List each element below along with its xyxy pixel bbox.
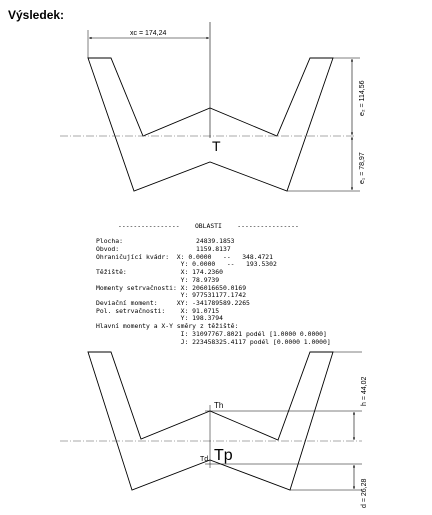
report-line: J: 223458325.4117 podél [0.0000 1.0000] xyxy=(96,338,331,346)
label-td: Td xyxy=(200,456,209,463)
report-line: Pol. setrvačnosti: X: 91.0715 xyxy=(96,307,220,315)
report-line: Deviační moment: XY: -341789589.2265 xyxy=(96,299,250,307)
report-line: Y: 78.9739 xyxy=(96,276,220,284)
label-th: Th xyxy=(214,401,224,410)
centroid-label-t: T xyxy=(212,138,221,154)
report-line: Obvod: 1159.8137 xyxy=(96,245,231,253)
report-line: Y: 977531177.1742 xyxy=(96,291,247,299)
dim-label-d: d = 26,28 xyxy=(361,478,368,508)
dim-label-e2: e₂ = 114,56 xyxy=(359,80,366,116)
report-line: Hlavní momenty a X-Y směry z těžiště: xyxy=(96,322,239,330)
report-line: Y: 198.3794 xyxy=(96,314,223,322)
report-title: ---------------- OBLASTI ---------------- xyxy=(118,222,299,230)
report-line: Y: 0.0000 -- 193.5302 xyxy=(96,260,277,268)
report-line: Ohraničující kvádr: X: 0.0000 -- 348.4721 xyxy=(96,253,273,261)
dim-label-xc: xc = 174,24 xyxy=(130,30,167,37)
dim-label-h: h = 44,02 xyxy=(361,376,368,406)
report-line: Momenty setrvačnosti: X: 206016650.0169 xyxy=(96,284,247,292)
dim-label-e1: e₁ = 78,97 xyxy=(359,152,366,184)
v-profile-1 xyxy=(88,58,333,191)
figure-1 xyxy=(60,22,366,191)
report-line: I: 31097767.8021 podél [1.0000 0.0000] xyxy=(96,330,327,338)
figure-2 xyxy=(60,352,368,508)
v-profile-2 xyxy=(88,352,333,490)
report-line: Těžiště: X: 174.2360 xyxy=(96,268,223,276)
report xyxy=(96,222,331,346)
label-tp: Tp xyxy=(214,447,233,464)
report-line: Plocha: 24839.1853 xyxy=(96,237,235,245)
heading: Výsledek: xyxy=(8,8,65,22)
